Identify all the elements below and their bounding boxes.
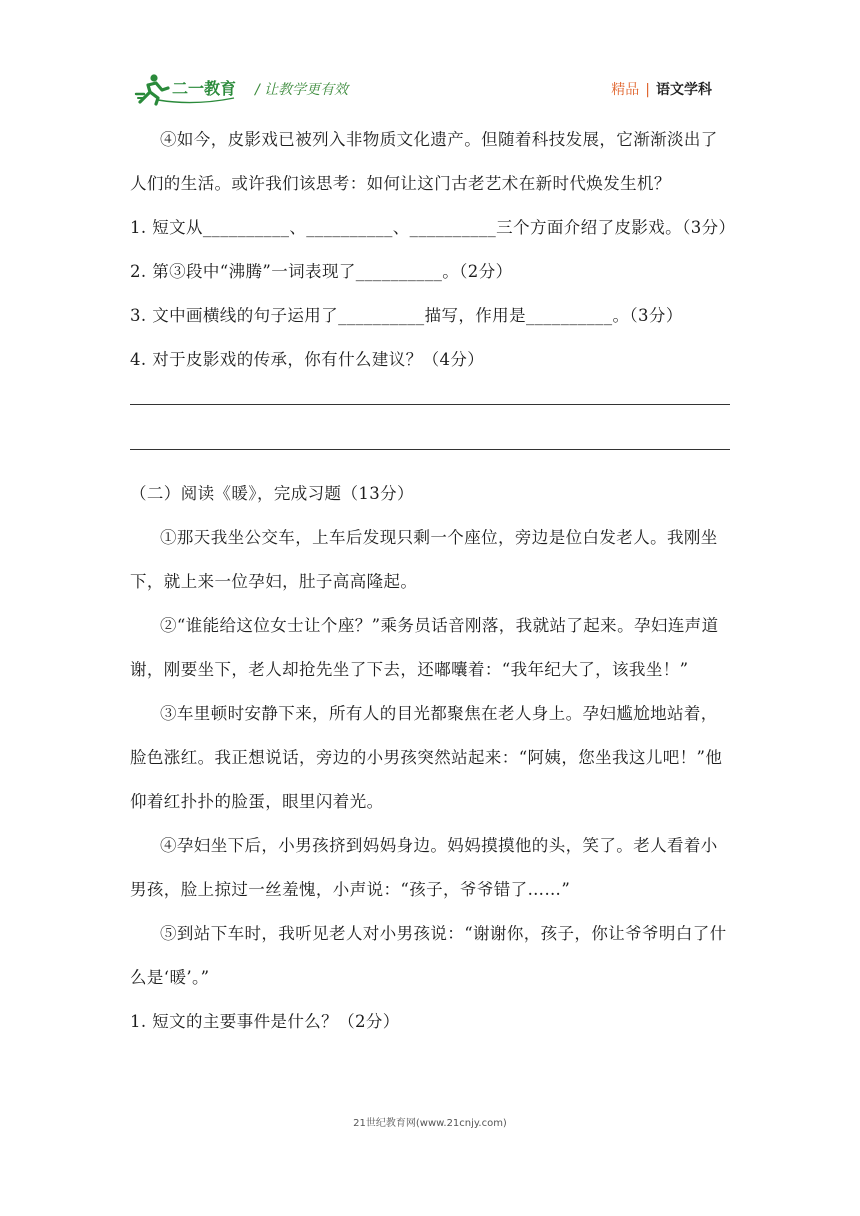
paragraph-4: ④如今，皮影戏已被列入非物质文化遗产。但随着科技发展，它渐渐淡出了人们的生活。或许我们该思考：如何让这门古老艺术在新时代焕发生机？: [130, 130, 718, 193]
brand-slogan: / 让教学更有效: [255, 82, 349, 98]
runner-logo-icon: [134, 70, 254, 106]
section-2-question-1: 1. 短文的主要事件是什么？（2分）: [130, 1012, 400, 1031]
story-paragraph-4: ④孕妇坐下后，小男孩挤到妈妈身边。妈妈摸摸他的头，笑了。老人看着小男孩，脸上掠过一丝羞愧，小声说：“孩子，爷爷错了……”: [130, 836, 718, 899]
question-4: 4. 对于皮影戏的传承，你有什么建议？（4分）: [130, 350, 485, 369]
subject-name: 语文学科: [656, 82, 712, 98]
header-separator: |: [645, 82, 650, 98]
answer-line-2: [130, 427, 730, 450]
document-body: [130, 118, 736, 1044]
question-3: 3. 文中画横线的句子运用了__________描写，作用是__________。（3分）: [130, 306, 683, 325]
section-2-title: （二）阅读《暖》，完成习题（13分）: [130, 484, 414, 503]
story-paragraph-1: ①那天我坐公交车，上车后发现只剩一个座位，旁边是位白发老人。我刚坐下，就上来一位孕妇，肚子高高隆起。: [130, 528, 718, 591]
story-paragraph-3: ③车里顿时安静下来，所有人的目光都聚焦在老人身上。孕妇尴尬地站着，脸色涨红。我正想说话，旁边的小男孩突然站起来：“阿姨，您坐我这儿吧！”他仰着红扑扑的脸蛋，眼里闪着光。: [130, 704, 723, 811]
brand-name: 二一教育: [172, 79, 237, 98]
subject-label: [611, 79, 712, 99]
page-header: [134, 70, 730, 106]
answer-line-1: [130, 382, 730, 405]
brand-logo: [134, 70, 274, 106]
story-paragraph-2: ②“谁能给这位女士让个座？”乘务员话音刚落，我就站了起来。孕妇连声道谢，刚要坐下，老人却抢先坐了下去，还嘟囔着：“我年纪大了，该我坐！”: [130, 616, 719, 679]
question-1: 1. 短文从__________、__________、__________三个方面介绍了皮影戏。（3分）: [130, 218, 736, 237]
quality-tag: 精品: [611, 82, 640, 98]
question-2: 2. 第③段中“沸腾”一词表现了__________。（2分）: [130, 262, 513, 281]
page-footer: 21世纪教育网(www.21cnjy.com): [353, 1118, 507, 1129]
story-paragraph-5: ⑤到站下车时，我听见老人对小男孩说：“谢谢你，孩子，你让爷爷明白了什么是‘暖’。”: [130, 924, 727, 987]
